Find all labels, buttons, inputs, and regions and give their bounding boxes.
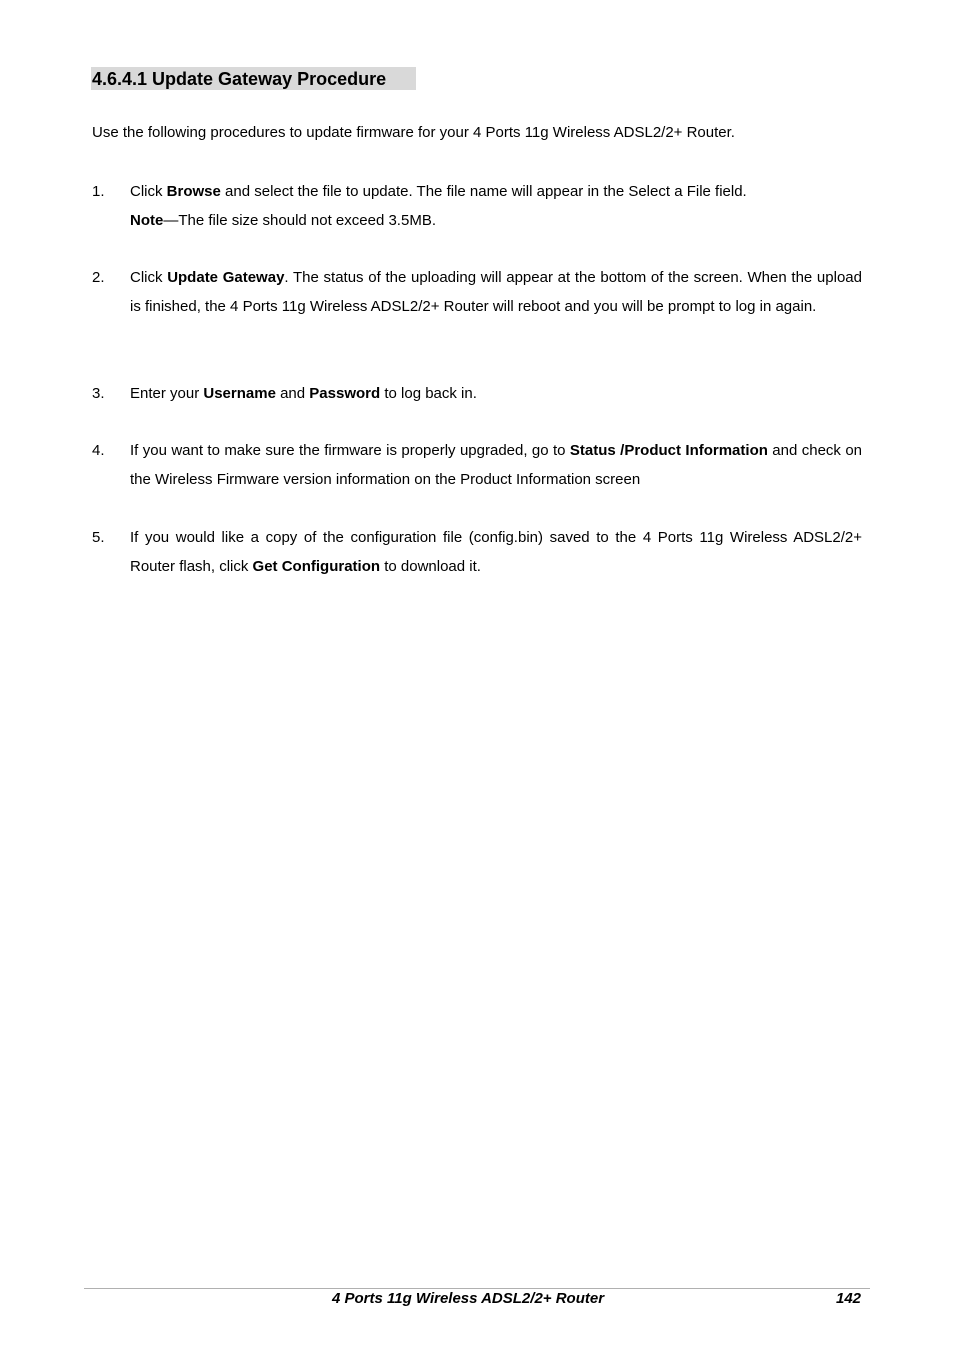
step-text-part: . The status of the uploading will appear at the bottom of the screen. When the upload is finished, the 4 Ports 11g Wireless ADSL2/2+ Router will reboot and you will be prompt to log in again.	[130, 269, 862, 315]
footer-divider	[84, 1288, 870, 1289]
step-text	[130, 263, 862, 321]
step-text	[130, 523, 862, 581]
step-text	[130, 436, 862, 494]
ui-term: Browse	[166, 183, 221, 200]
ui-term: Get Configuration	[252, 558, 381, 575]
step-text-part: and select the file to update. The file name will appear in the Select a File field.	[220, 183, 747, 200]
ui-term: Username	[203, 385, 276, 402]
ui-term: Password	[309, 385, 381, 402]
page-number: 142	[836, 1290, 862, 1307]
section-heading	[91, 67, 416, 90]
step-text-part: Enter your	[130, 385, 204, 402]
ui-term: Status /Product Information	[569, 442, 768, 459]
note-text: —The file size should not exceed 3.5MB.	[163, 212, 436, 229]
step-text	[130, 177, 862, 235]
footer-title: 4 Ports 11g Wireless ADSL2/2+ Router	[332, 1290, 605, 1307]
step-text-part: Click	[130, 183, 167, 200]
step-text-part: to log back in.	[380, 385, 477, 402]
step-text-part: Click	[130, 269, 168, 286]
step-number: 2.	[92, 269, 105, 286]
intro-paragraph: Use the following procedures to update firmware for your 4 Ports 11g Wireless ADSL2/2+ Router.	[92, 124, 735, 141]
step-number: 1.	[92, 183, 105, 200]
ui-term: Update Gateway	[167, 269, 285, 286]
step-number: 4.	[92, 442, 105, 459]
step-text	[130, 379, 862, 408]
step-text-part: If you would like a copy of the configuration file (config.bin) saved to the 4 Ports 11g Wireless ADSL2/2+ Router flash, click	[130, 529, 862, 575]
note-label: Note	[130, 212, 164, 229]
section-heading-text: 4.6.4.1 Update Gateway Procedure	[92, 69, 387, 89]
step-text-part: and	[275, 385, 310, 402]
step-number: 5.	[92, 529, 105, 546]
step-text-part: to download it.	[380, 558, 481, 575]
step-number: 3.	[92, 385, 105, 402]
step-text-part: If you want to make sure the firmware is properly upgraded, go to	[130, 442, 570, 459]
step-text-part: and check on the Wireless Firmware version information on the Product Information screen	[130, 442, 863, 488]
